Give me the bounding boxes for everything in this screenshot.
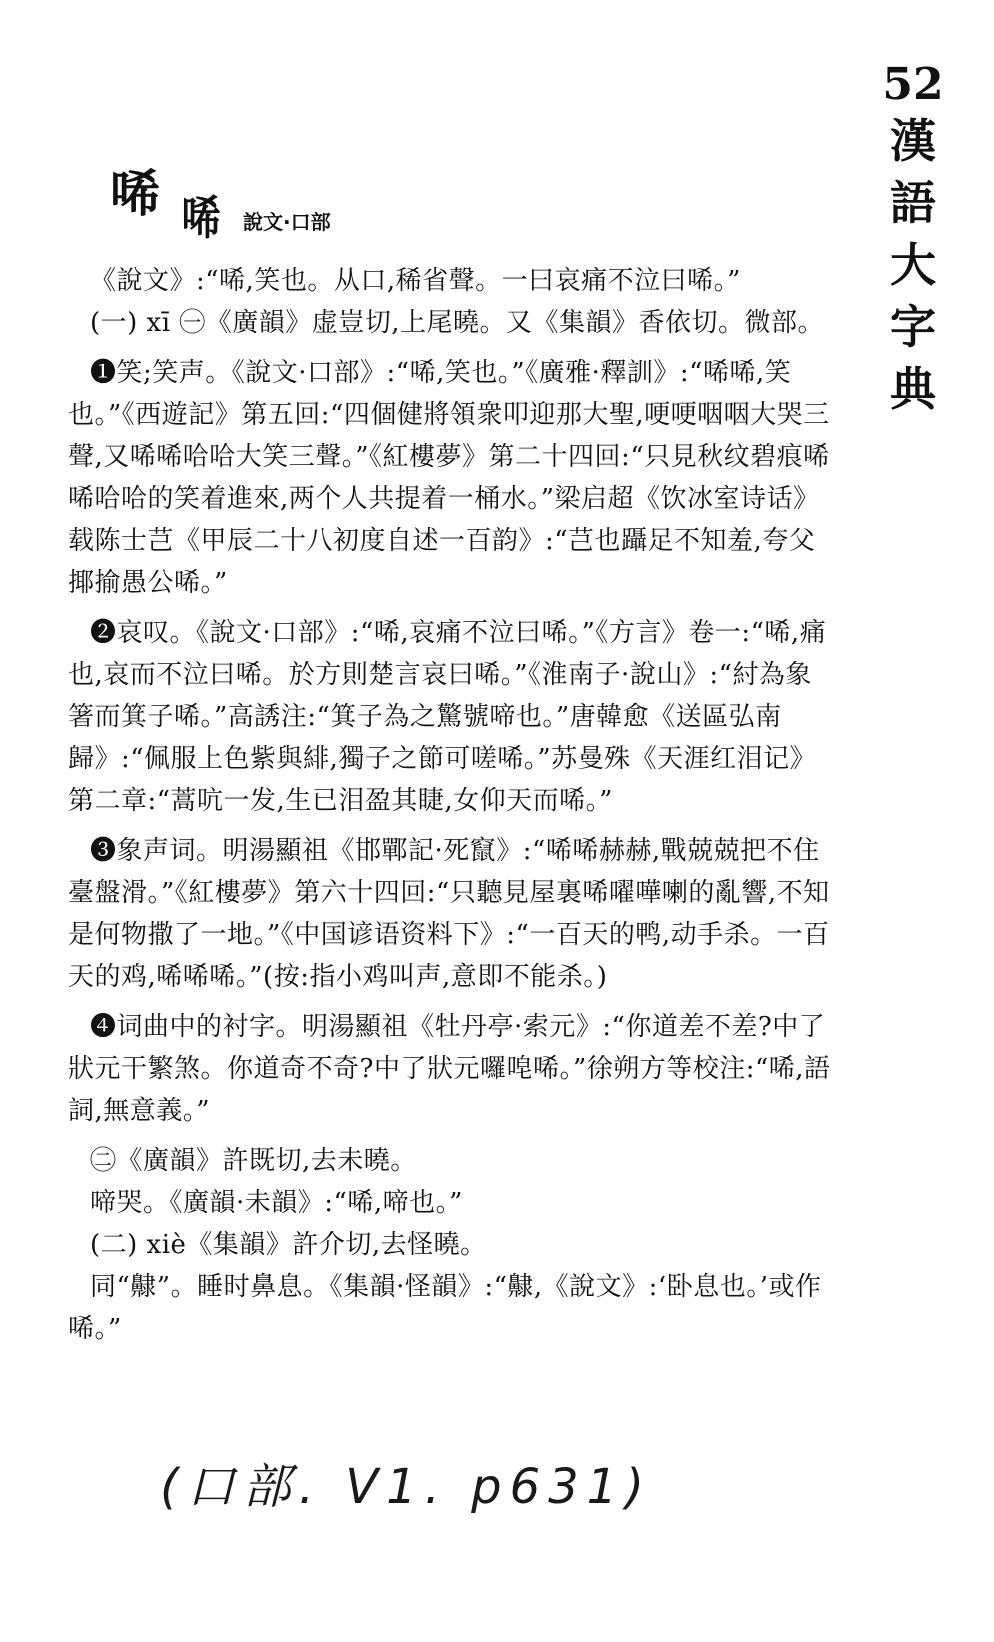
- seal-script-character: 唏: [181, 191, 221, 245]
- pronunciation-2: (二) xiè《集韻》許介切,去怪曉。: [90, 1230, 487, 1260]
- heading-source: 說文·口部: [243, 210, 331, 234]
- sense-4: ❹词曲中的衬字。明湯顯祖《牡丹亭·索元》:“你道差不差?中了狀元干繁煞。你道奇不奇?中了狀元囉唣唏。”徐朔方等校注:“唏,語詞,無意義。”: [68, 1012, 831, 1126]
- dictionary-title: 漢語大字典: [890, 114, 936, 416]
- sense-1b: 啼哭。《廣韻·未韻》:“唏,啼也。”: [90, 1188, 463, 1218]
- sense-2b: 同“齂”。睡时鼻息。《集韻·怪韻》:“齂,《說文》:‘卧息也。’或作唏。”: [68, 1272, 822, 1344]
- entry-heading: [68, 150, 838, 260]
- pronunciation-1b: ㊁《廣韻》許既切,去未曉。: [90, 1146, 417, 1176]
- shuowen-quote: 《說文》:“唏,笑也。从口,稀省聲。一曰哀痛不泣曰唏。”: [90, 266, 741, 296]
- head-character: 唏: [110, 165, 160, 223]
- sense-1: ❶笑;笑声。《說文·口部》:“唏,笑也。”《廣雅·釋訓》:“唏唏,笑也。”《西遊記》第五回:“四個健將領衆叩迎那大聖,哽哽咽咽大哭三聲,又唏唏哈哈大笑三聲。”《紅樓夢》第二十四回:“只見秋纹碧痕唏唏哈哈的笑着進來,两个人共提着一桶水。”梁启超《饮冰室诗话》载陈士芑《甲辰二十八初度自述一百韵》:“芑也躡足不知羞,夸父揶揄愚公唏。”: [68, 358, 830, 598]
- entry-content: [68, 150, 838, 1350]
- volume-side-label: [868, 60, 958, 420]
- pronunciation-1: (一) xī ㊀《廣韻》虚豈切,上尾曉。又《集韻》香依切。微部。: [90, 308, 825, 338]
- handwritten-reference-note: (口部. V1. p631): [160, 1459, 652, 1515]
- page-number: 52: [882, 59, 944, 110]
- sense-2: ❷哀叹。《說文·口部》:“唏,哀痛不泣曰唏。”《方言》卷一:“唏,痛也,哀而不泣曰唏。於方則楚言哀曰唏。”《淮南子·說山》:“紂為象箸而箕子唏。”高誘注:“箕子為之驚號啼也。”唐韓愈《送區弘南歸》:“佩服上色紫與緋,獨子之節可嗟唏。”苏曼殊《天涯红泪记》第二章:“蒿吭一发,生已泪盈其睫,女仰天而唏。”: [68, 618, 827, 816]
- sense-3: ❸象声词。明湯顯祖《邯鄲記·死竄》:“唏唏赫赫,戰兢兢把不住臺盤滑。”《紅樓夢》第六十四回:“只聽見屋裏唏嚁嘩喇的亂響,不知是何物撒了一地。”《中国谚语资料下》:“一百天的鸭,动手杀。一百天的鸡,唏唏唏。”(按:指小鸡叫声,意即不能杀。): [68, 836, 830, 992]
